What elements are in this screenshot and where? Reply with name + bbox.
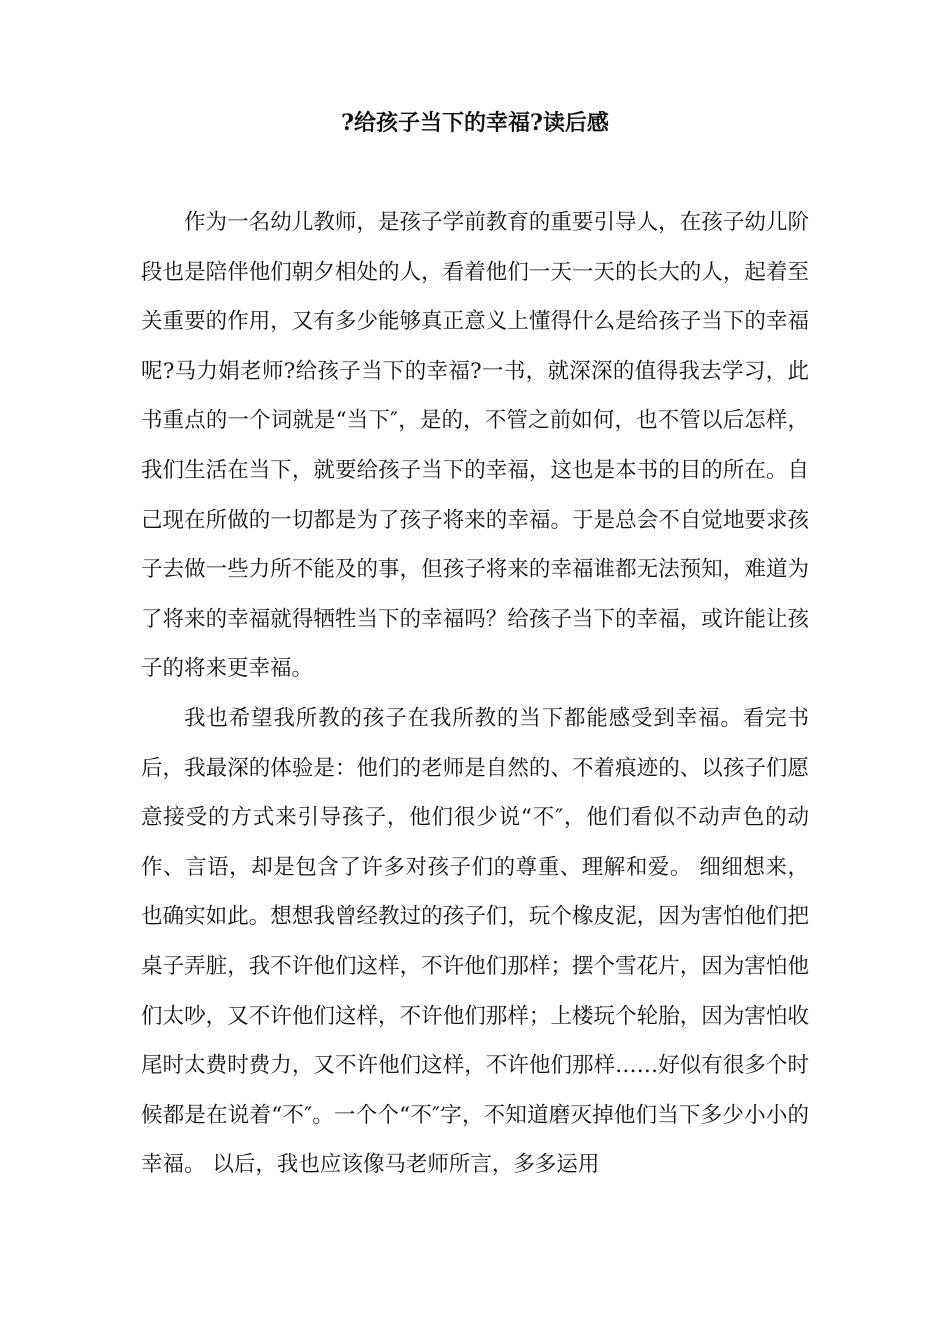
paragraph-2: 我也希望我所教的孩子在我所教的当下都能感受到幸福。看完书后，我最深的体验是：他们的老师是自然的、不着痕迹的、以孩子们愿意接受的方式来引导孩子，他们很少说“不″，他们看似不动声色的动作、言语，却是包含了许多对孩子们的尊重、理解和爱。 细细想来，也确实如此。想想我曾经教过的孩子们，玩个橡皮泥，因为害怕他们把桌子弄脏，我不许他们这样，不许他们那样；摆个雪花片，因为害怕他们太吵，又不许他们这样，不许他们那样；上楼玩个轮胎，因为害怕收尾时太费时费力，又不许他们这样，不许他们那样……好似有很多个时候都是在说着“不″。一个个“不″字，不知道磨灭掉他们当下多少小小的幸福。 以后，我也应该像马老师所言，多多运用: [141, 705, 809, 1178]
paragraph-1: 作为一名幼儿教师，是孩子学前教育的重要引导人，在孩子幼儿阶段也是陪伴他们朝夕相处的人，看着他们一天一天的长大的人，起着至关重要的作用，又有多少能够真正意义上懂得什么是给孩子当下的幸福呢?马力娟老师?给孩子当下的幸福?一书，就深深的值得我去学习，此书重点的一个词就是“当下″，是的，不管之前如何，也不管以后怎样，我们生活在当下，就要给孩子当下的幸福，这也是本书的目的所在。自己现在所做的一切都是为了孩子将来的幸福。于是总会不自觉地要求孩子去做一些力所不能及的事，但孩子将来的幸福谁都无法预知，难道为了将来的幸福就得牺牲当下的幸福吗？给孩子当下的幸福，或许能让孩子的将来更幸福。: [141, 210, 809, 682]
document-title: ?给孩子当下的幸福?读后感: [341, 110, 609, 136]
document-body: [141, 198, 809, 1190]
